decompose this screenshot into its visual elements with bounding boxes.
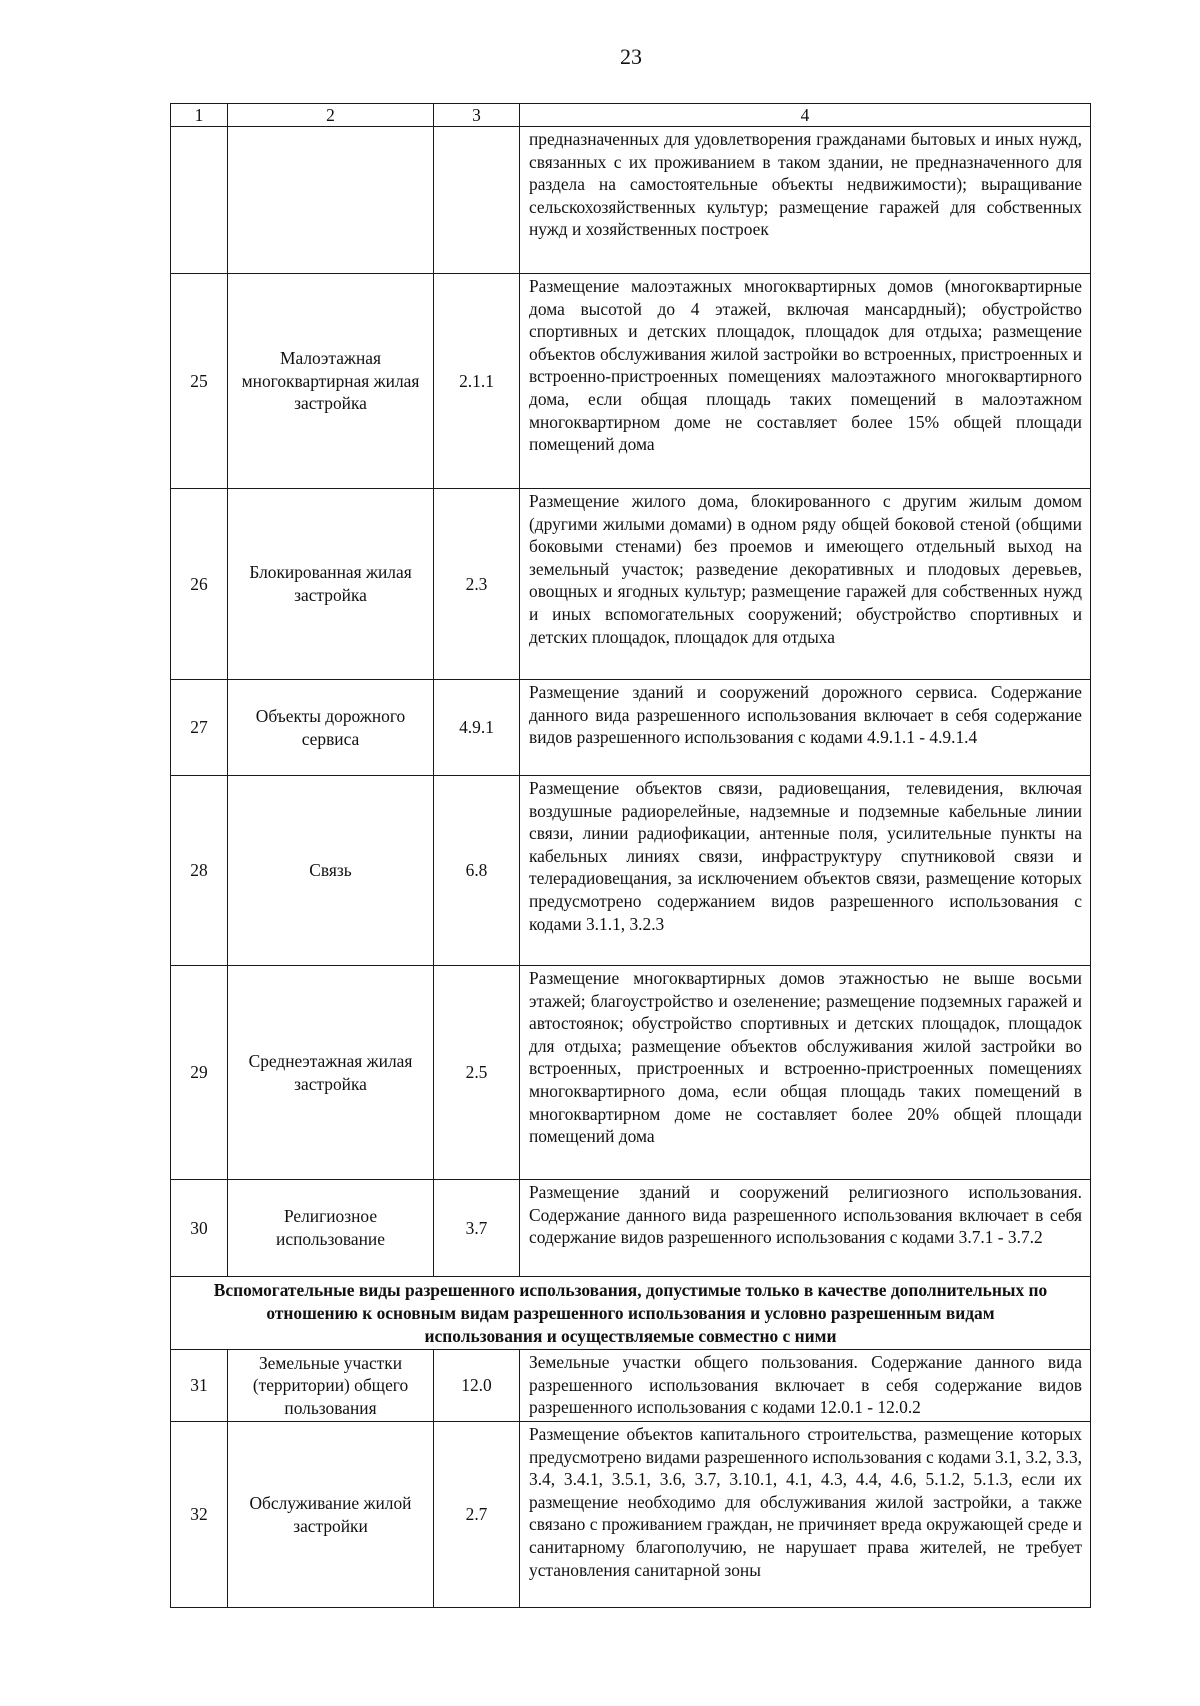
table-row bbox=[171, 680, 1091, 776]
use-name: Связь bbox=[228, 776, 434, 966]
use-code: 12.0 bbox=[434, 1350, 520, 1422]
table-row bbox=[171, 274, 1091, 489]
table-row bbox=[171, 1422, 1091, 1608]
table-row bbox=[171, 966, 1091, 1180]
use-code: 6.8 bbox=[434, 776, 520, 966]
use-name: Земельные участки (территории) общего пользования bbox=[228, 1350, 434, 1422]
section-heading: Вспомогательные виды разрешенного использования, допустимые только в качестве дополнительных по отношению к основным видам разрешенного использования и условно разрешенным видам использования и осуществляемые совместно с ними bbox=[171, 1277, 1091, 1350]
land-use-table bbox=[170, 103, 1091, 1608]
row-number: 26 bbox=[171, 489, 228, 680]
use-description: предназначенных для удовлетворения гражданами бытовых и иных нужд, связанных с их проживанием в таком здании, не предназначенного для раздела на самостоятельные объекты недвижимости); выращивание сельскохозяйственных культур; размещение гаражей для собственных нужд и хозяйственных построек bbox=[520, 127, 1091, 274]
use-code: 2.5 bbox=[434, 966, 520, 1180]
use-code: 2.1.1 bbox=[434, 274, 520, 489]
row-number: 30 bbox=[171, 1180, 228, 1277]
use-description: Размещение объектов капитального строительства, размещение которых предусмотрено видами разрешенного использования с кодами 3.1, 3.2, 3.3, 3.4, 3.4.1, 3.5.1, 3.6, 3.7, 3.10.1, 4.1, 4.3, 4.4, 4.6, 5.1.2, 5.1.3, если их размещение необходимо для обслуживания жилой застройки, а также связано с проживанием граждан, не причиняет вреда окружающей среде и санитарному благополучию, не нарушает права жителей, не требует установления санитарной зоны bbox=[520, 1422, 1091, 1608]
use-code: 2.3 bbox=[434, 489, 520, 680]
use-name: Религиозное использование bbox=[228, 1180, 434, 1277]
use-name: Обслуживание жилой застройки bbox=[228, 1422, 434, 1608]
use-description: Размещение зданий и сооружений религиозного использования. Содержание данного вида разрешенного использования включает в себя содержание видов разрешенного использования с кодами 3.7.1 - 3.7.2 bbox=[520, 1180, 1091, 1277]
table-row bbox=[171, 776, 1091, 966]
table-row bbox=[171, 489, 1091, 680]
header-col-2: 2 bbox=[228, 104, 434, 127]
use-name: Блокированная жилая застройка bbox=[228, 489, 434, 680]
use-description: Размещение зданий и сооружений дорожного сервиса. Содержание данного вида разрешенного использования включает в себя содержание видов разрешенного использования с кодами 4.9.1.1 - 4.9.1.4 bbox=[520, 680, 1091, 776]
use-code bbox=[434, 127, 520, 274]
table-row bbox=[171, 1350, 1091, 1422]
row-number bbox=[171, 127, 228, 274]
row-number: 31 bbox=[171, 1350, 228, 1422]
use-code: 4.9.1 bbox=[434, 680, 520, 776]
header-col-1: 1 bbox=[171, 104, 228, 127]
use-description: Размещение многоквартирных домов этажностью не выше восьми этажей; благоустройство и озеленение; размещение подземных гаражей и автостоянок; обустройство спортивных и детских площадок, площадок для отдыха; размещение объектов обслуживания жилой застройки во встроенных, пристроенных и встроенно-пристроенных помещениях многоквартирного дома, если общая площадь таких помещений в многоквартирном доме не составляет более 20% общей площади помещений дома bbox=[520, 966, 1091, 1180]
header-col-4: 4 bbox=[520, 104, 1091, 127]
row-number: 25 bbox=[171, 274, 228, 489]
table-row bbox=[171, 1180, 1091, 1277]
use-name: Объекты дорожного сервиса bbox=[228, 680, 434, 776]
table-row bbox=[171, 127, 1091, 274]
row-number: 28 bbox=[171, 776, 228, 966]
table-header-row bbox=[171, 104, 1091, 127]
use-name: Среднеэтажная жилая застройка bbox=[228, 966, 434, 1180]
use-name: Малоэтажная многоквартирная жилая застройка bbox=[228, 274, 434, 489]
header-col-3: 3 bbox=[434, 104, 520, 127]
use-description: Размещение объектов связи, радиовещания, телевидения, включая воздушные радиорелейные, надземные и подземные кабельные линии связи, линии радиофикации, антенные поля, усилительные пункты на кабельных линиях связи, инфраструктуру спутниковой связи и телерадиовещания, за исключением объектов связи, размещение которых предусмотрено содержанием видов разрешенного использования с кодами 3.1.1, 3.2.3 bbox=[520, 776, 1091, 966]
row-number: 29 bbox=[171, 966, 228, 1180]
section-heading-row bbox=[171, 1277, 1091, 1350]
use-code: 2.7 bbox=[434, 1422, 520, 1608]
row-number: 32 bbox=[171, 1422, 228, 1608]
use-name bbox=[228, 127, 434, 274]
use-description: Земельные участки общего пользования. Содержание данного вида разрешенного использования включает в себя содержание видов разрешенного использования с кодами 12.0.1 - 12.0.2 bbox=[520, 1350, 1091, 1422]
page-number: 23 bbox=[620, 44, 642, 69]
use-description: Размещение жилого дома, блокированного с другим жилым домом (другими жилыми домами) в одном ряду общей боковой стеной (общими боковыми стенами) без проемов и имеющего отдельный выход на земельный участок; разведение декоративных и плодовых деревьев, овощных и ягодных культур; размещение гаражей для собственных нужд и иных вспомогательных сооружений; обустройство спортивных и детских площадок, площадок для отдыха bbox=[520, 489, 1091, 680]
row-number: 27 bbox=[171, 680, 228, 776]
use-description: Размещение малоэтажных многоквартирных домов (многоквартирные дома высотой до 4 этажей, включая мансардный); обустройство спортивных и детских площадок, площадок для отдыха; размещение объектов обслуживания жилой застройки во встроенных, пристроенных и встроенно-пристроенных помещениях малоэтажного многоквартирного дома, если общая площадь таких помещений в малоэтажном многоквартирном доме не составляет более 15% общей площади помещений дома bbox=[520, 274, 1091, 489]
use-code: 3.7 bbox=[434, 1180, 520, 1277]
